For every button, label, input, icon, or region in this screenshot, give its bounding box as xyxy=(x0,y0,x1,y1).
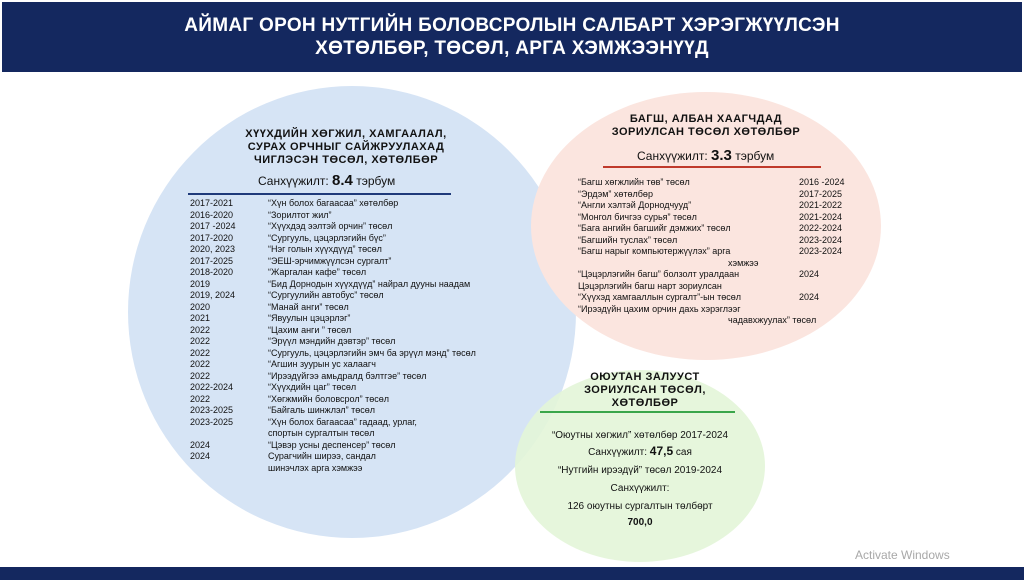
program-year: 2021 xyxy=(190,313,211,323)
program-name: “Англи хэлтэй Дорнодчууд” xyxy=(578,200,692,210)
program-name: “Хүн болох багаасаа” хөтөлбөр xyxy=(268,198,399,208)
teachers-program-row xyxy=(578,177,845,189)
children-program-list xyxy=(190,198,476,474)
teachers-program-row xyxy=(578,269,845,281)
children-program-row xyxy=(190,348,476,360)
teachers-program-row xyxy=(578,212,845,224)
students-divider xyxy=(540,411,735,413)
program-name: “Хүн болох багаасаа” гадаад, урлаг, xyxy=(268,416,417,427)
children-program-row xyxy=(190,267,476,279)
students-tuition-value: 700,0 xyxy=(627,517,653,528)
program-year: 2021-2024 xyxy=(799,211,843,222)
teachers-program-row xyxy=(578,281,845,293)
program-year: 2017-2021 xyxy=(190,198,234,208)
program-year: 2019, 2024 xyxy=(190,290,236,300)
children-program-row xyxy=(190,233,476,245)
activate-windows-watermark: Activate Windows xyxy=(855,548,950,562)
children-divider xyxy=(188,193,451,195)
teachers-program-row xyxy=(578,235,845,247)
program-name: “Агшин зуурын ус халаагч xyxy=(268,359,376,369)
program-name: “Ирээдүйгээ амьдралд бэлтгэе” төсөл xyxy=(268,370,427,381)
students-tuition-text: 126 оюутны сургалтын төлбөрт xyxy=(567,501,713,512)
program-name: “Байгаль шинжлэл” төсөл xyxy=(268,405,375,415)
program-name: “Хүүхэд хамгааллын сургалт”-ын төсөл xyxy=(578,292,741,302)
teachers-program-row xyxy=(578,292,845,304)
children-program-row xyxy=(190,428,476,440)
children-section-title: ХҮҮХДИЙН ХӨГЖИЛ, ХАМГААЛАЛ, СУРАХ ОРЧНЫГ САЙЖРУУЛАХАД ЧИГЛЭСЭН ТӨСӨЛ, ХӨТӨЛБӨР xyxy=(245,128,447,166)
program-year: 2022 xyxy=(190,359,211,369)
teachers-program-row xyxy=(578,304,845,316)
program-name: “Эрүүл мэндийн дэвтэр” төсөл xyxy=(268,336,396,346)
program-year: 2017 -2024 xyxy=(190,221,236,231)
program-year: 2019 xyxy=(190,278,211,289)
children-program-row xyxy=(190,359,476,371)
program-name: Цэцэрлэгийн багш нарт зориулсан xyxy=(578,280,722,291)
children-program-row xyxy=(190,417,476,429)
program-name: “Явуулын цэцэрлэг” xyxy=(268,313,351,323)
children-program-row xyxy=(190,451,476,463)
program-year: 2022 xyxy=(190,336,211,346)
program-year: 2024 xyxy=(190,439,211,450)
title-banner xyxy=(2,2,1022,72)
children-program-row xyxy=(190,325,476,337)
children-program-row xyxy=(190,313,476,325)
program-year: 2020 xyxy=(190,301,211,312)
program-name: “Цэцэрлэгийн багш” болзолт уралдаан xyxy=(578,269,740,279)
program-name: Сурагчийн ширээ, сандал xyxy=(268,451,376,461)
children-program-row xyxy=(190,336,476,348)
program-name: “Хүүхдэд ээлтэй орчин” төсөл xyxy=(268,221,393,231)
banner-title-line2: ХӨТӨЛБӨР, ТӨСӨЛ, АРГА ХЭМЖЭЭНҮҮД xyxy=(315,38,709,59)
banner-title-line1: АЙМАГ ОРОН НУТГИЙН БОЛОВСРОЛЫН САЛБАРТ ХЭРЭГЖҮҮЛСЭН xyxy=(184,15,840,36)
program-year: 2022-2024 xyxy=(799,223,843,233)
children-program-row xyxy=(190,302,476,314)
teachers-program-list xyxy=(578,177,845,327)
program-name: “Бид Дорнодын хүүхдүүд” найрал дууны наадам xyxy=(268,278,471,289)
program-name: “Нэг голын хүүхдүүд” төсөл xyxy=(268,244,382,254)
program-year xyxy=(190,463,268,475)
program-name: “Хөгжмийн боловсрол” төсөл xyxy=(268,393,389,404)
children-program-row xyxy=(190,394,476,406)
children-program-row xyxy=(190,256,476,268)
program-name: “Сургууль, цэцэрлэгийн бүс” xyxy=(268,232,386,243)
teachers-section-title: БАГШ, АЛБАН ХААГЧДАД ЗОРИУЛСАН ТӨСӨЛ ХӨТӨЛБӨР xyxy=(611,113,801,138)
bottom-bar xyxy=(0,567,1024,580)
program-name: “Манай анги” төсөл xyxy=(268,301,349,312)
children-program-row xyxy=(190,279,476,291)
program-year: 2024 xyxy=(799,269,820,279)
program-year: 2021-2022 xyxy=(799,200,843,210)
program-name: “ЭЕШ-эрчимжүүлсэн сургалт” xyxy=(268,255,392,266)
program-name: “Эрдэм” хөтөлбөр xyxy=(578,188,653,199)
program-name: чадавхжуулах” төсөл xyxy=(728,315,817,325)
program-year: 2016 -2024 xyxy=(799,177,845,187)
program-year: 2024 xyxy=(190,451,211,461)
program-year: 2022 xyxy=(190,370,211,381)
program-name: “Бага ангийн багшийг дэмжих” төсөл xyxy=(578,223,731,233)
program-name: “Сургуулийн автобус” төсөл xyxy=(268,290,384,300)
children-program-row xyxy=(190,440,476,452)
students-budget: Санхүүжилт: 47,5 сая xyxy=(588,444,692,458)
children-program-row xyxy=(190,382,476,394)
program-name: “Ирээдүйн цахим орчин дахь хэрэглээг xyxy=(578,303,741,314)
program-year: 2022-2024 xyxy=(190,382,234,392)
program-year: 2023-2025 xyxy=(190,416,234,427)
program-name: спортын сургалтын төсөл xyxy=(268,428,375,438)
program-name: “Цэвэр усны деспенсер” төсөл xyxy=(268,439,396,450)
program-year: 2022 xyxy=(190,393,211,404)
program-year: 2018-2020 xyxy=(190,267,234,277)
children-program-row xyxy=(190,198,476,210)
program-year: 2016-2020 xyxy=(190,209,234,220)
program-name: “Багшийн туслах” төсөл xyxy=(578,234,678,245)
program-year: 2017-2025 xyxy=(190,255,234,266)
teachers-program-row xyxy=(578,315,845,327)
program-name: “Жаргалан кафе” төсөл xyxy=(268,267,367,277)
teachers-program-row xyxy=(578,189,845,201)
program-name: “Цахим анги ” төсөл xyxy=(268,324,352,335)
program-name: “Сургууль, цэцэрлэгийн эмч ба эрүүл мэнд” төсөл xyxy=(268,347,476,358)
program-year: 2024 xyxy=(799,292,820,302)
program-year: 2022 xyxy=(190,324,211,335)
teachers-program-row xyxy=(578,246,845,258)
teachers-divider xyxy=(603,166,821,168)
children-program-row xyxy=(190,463,476,475)
students-program1: “Оюутны хөгжил” хөтөлбөр 2017-2024 xyxy=(551,430,729,441)
program-name: хэмжээ xyxy=(728,257,759,268)
program-year: 2020, 2023 xyxy=(190,244,236,254)
children-program-row xyxy=(190,371,476,383)
teachers-program-row xyxy=(578,258,845,270)
children-budget: Санхүүжилт: 8.4 тэрбум xyxy=(258,172,396,189)
children-program-row xyxy=(190,405,476,417)
program-name: “Багш хөгжлийн төв” төсөл xyxy=(578,177,690,187)
teachers-program-row xyxy=(578,223,845,235)
program-name: “Зорилтот жил” xyxy=(268,209,332,220)
program-year: 2023-2025 xyxy=(190,405,234,415)
children-program-row xyxy=(190,210,476,222)
children-program-row xyxy=(190,221,476,233)
program-name: “Багш нарыг компьютержүүлэх” арга xyxy=(578,246,731,256)
students-section-title: ОЮУТАН ЗАЛУУСТ ЗОРИУЛСАН ТӨСӨЛ, ХӨТӨЛБӨР xyxy=(584,371,706,409)
students-budget2-label: Санхүүжилт: xyxy=(610,483,670,494)
program-year: 2017-2020 xyxy=(190,232,234,243)
children-program-row xyxy=(190,244,476,256)
teachers-program-row xyxy=(578,200,845,212)
teachers-budget: Санхүүжилт: 3.3 тэрбум xyxy=(637,147,775,164)
program-year: 2023-2024 xyxy=(799,246,843,256)
program-name: шинэчлэх арга хэмжээ xyxy=(268,462,363,473)
children-program-row xyxy=(190,290,476,302)
program-year: 2017-2025 xyxy=(799,188,843,199)
students-program2: “Нутгийн ирээдүй” төсөл 2019-2024 xyxy=(557,465,723,476)
program-name: “Хүүхдийн цаг” төсөл xyxy=(268,382,357,392)
program-year: 2022 xyxy=(190,347,211,358)
program-name: “Монгол бичгээ сурья” төсөл xyxy=(578,211,697,222)
program-year xyxy=(190,428,268,440)
program-year: 2023-2024 xyxy=(799,234,843,245)
